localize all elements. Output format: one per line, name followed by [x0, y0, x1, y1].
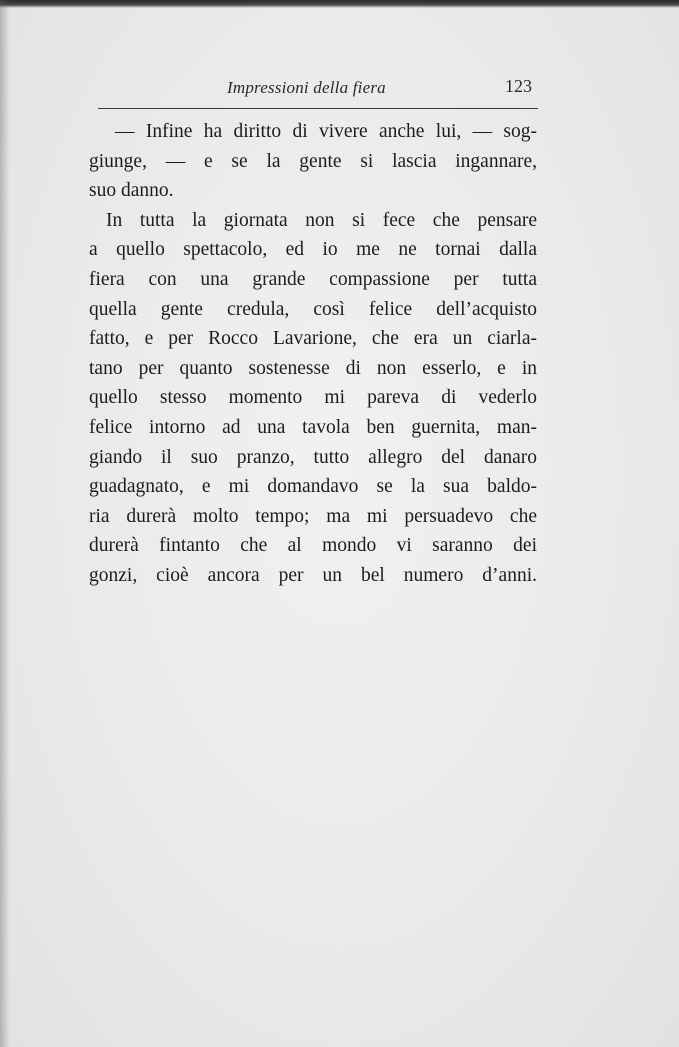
text-line: giando il suo pranzo, tutto allegro del danaro [89, 446, 537, 468]
text-line: quella gente credula, così felice dell’acquisto [89, 298, 537, 320]
text-line: gonzi, cioè ancora per un bel numero d’anni. [89, 564, 537, 586]
text-line: guadagnato, e mi domandavo se la sua baldo- [89, 476, 537, 498]
text-line: fatto, e per Rocco Lavarione, che era un ciarla- [89, 328, 537, 350]
text-line: giunge, — e se la gente si lascia ingannare, [89, 150, 537, 172]
running-title: Impressioni della fiera [227, 78, 386, 97]
scan-left-edge [0, 0, 10, 1047]
header-rule [98, 108, 538, 109]
text-line: In tutta la giornata non si fece che pensare [106, 209, 537, 231]
text-line: a quello spettacolo, ed io me ne tornai dalla [89, 239, 537, 261]
text-line: suo danno. [89, 180, 174, 202]
text-line: ria durerà molto tempo; ma mi persuadevo che [89, 505, 537, 527]
scan-top-edge [0, 0, 679, 8]
text-line: quello stesso momento mi pareva di vederlo [89, 387, 537, 409]
page-number: 123 [505, 76, 532, 96]
text-line: fiera con una grande compassione per tutta [89, 268, 537, 290]
text-line: felice intorno ad una tavola ben guernita, man- [89, 416, 537, 438]
page-header [90, 74, 542, 100]
text-line: — Infine ha diritto di vivere anche lui, — sog- [115, 121, 537, 142]
body-text [89, 117, 537, 591]
text-line: tano per quanto sostenesse di non esserlo, e in [89, 357, 537, 379]
text-line: durerà fintanto che al mondo vi saranno dei [89, 535, 537, 557]
